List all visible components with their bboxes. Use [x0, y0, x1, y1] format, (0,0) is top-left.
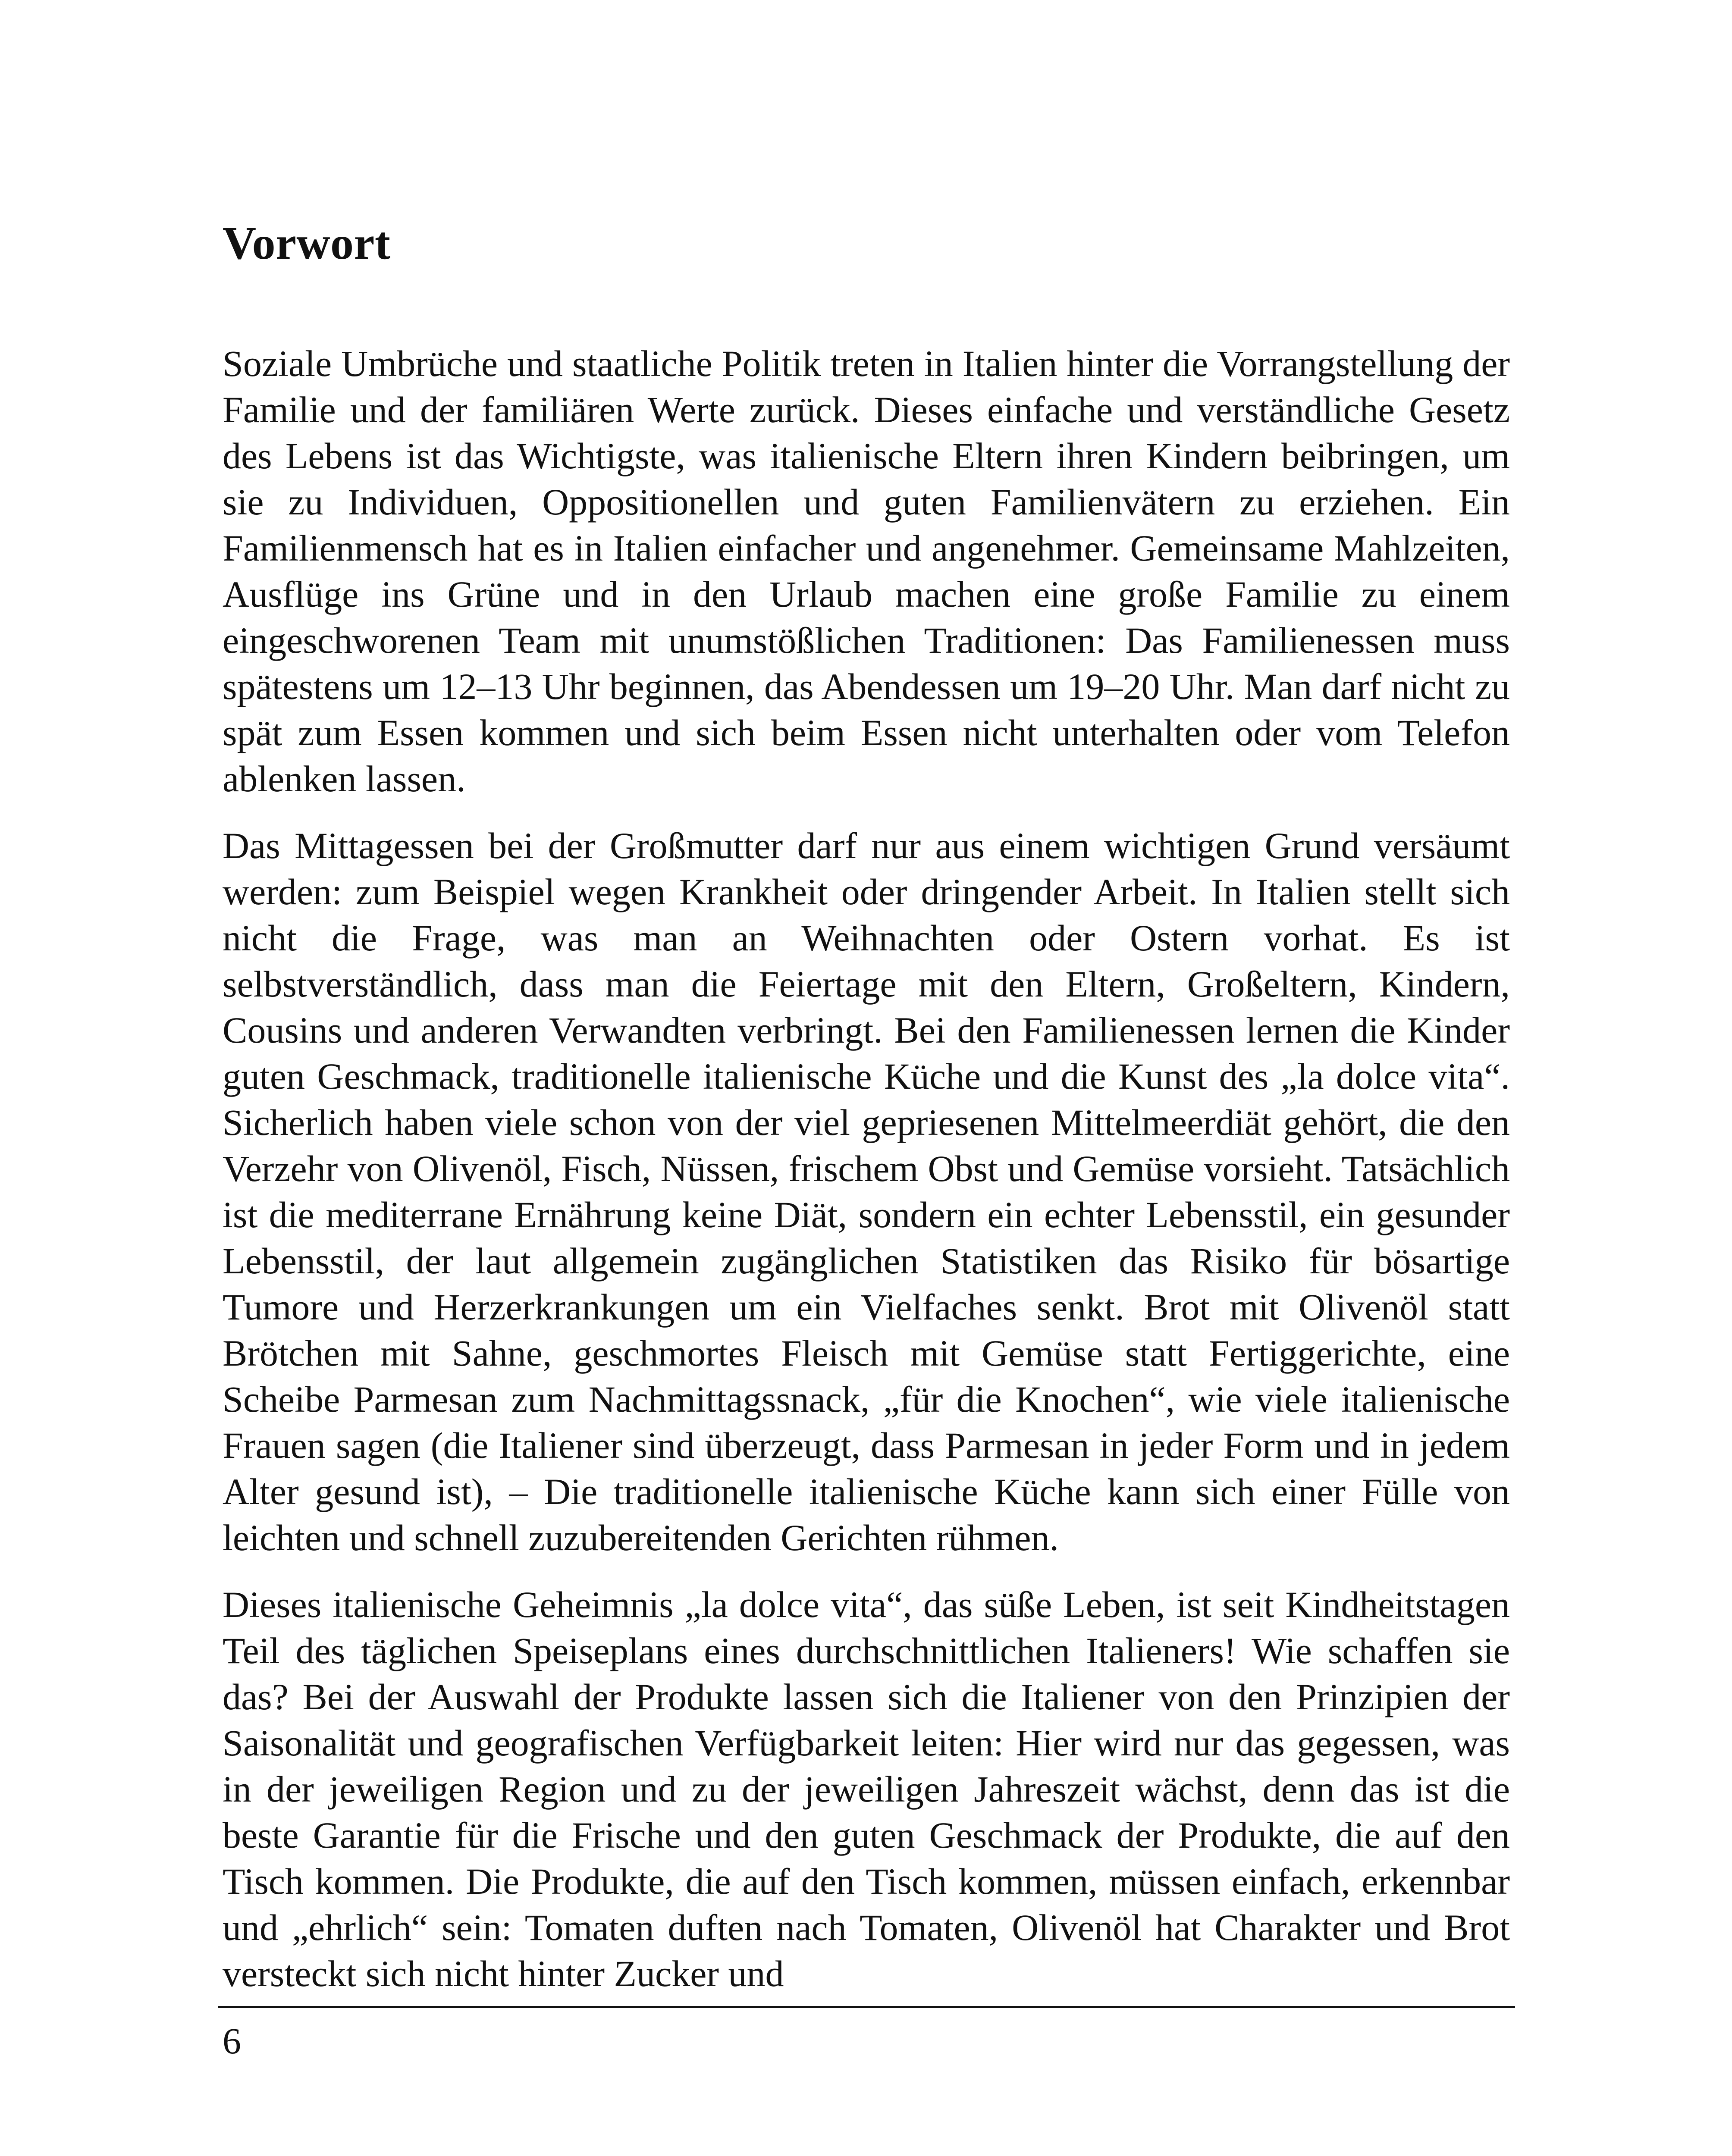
- body-text: [223, 341, 1510, 2018]
- paragraph-1: Soziale Umbrüche und staatliche Politik treten in Italien hinter die Vorrangstellung der Familie und der familiären Werte zurück. Dieses einfache und verständliche Gesetz des Lebens ist das Wichtigste, was italienische Eltern ihren Kindern beibringen, um sie zu Individuen, Oppositionellen und guten Familienvätern zu erziehen. Ein Familienmensch hat es in Italien einfacher und angenehmer. Gemeinsame Mahlzeiten, Ausflüge ins Grüne und in den Urlaub machen eine große Familie zu einem eingeschworenen Team mit unumstößlichen Traditionen: Das Familienessen muss spätestens um 12–13 Uhr beginnen, das Abendessen um 19–20 Uhr. Man darf nicht zu spät zum Essen kommen und sich beim Essen nicht unterhalten oder vom Telefon ablenken lassen.: [223, 343, 1510, 799]
- chapter-heading: Vorwort: [223, 218, 391, 269]
- paragraph-3: Dieses italienische Geheimnis „la dolce vita“, das süße Leben, ist seit Kindheitstagen Teil des täglichen Speiseplans eines durchschnittlichen Italieners! Wie schaffen sie das? Bei der Auswahl der Produkte lassen sich die Italiener von den Prinzipien der Saisonalität und geografischen Verfügbarkeit leiten: Hier wird nur das gegessen, was in der jeweiligen Region und zu der jeweiligen Jahreszeit wächst, denn das ist die beste Garantie für die Frische und den guten Geschmack der Produkte, die auf den Tisch kommen. Die Produkte, die auf den Tisch kommen, müssen einfach, erkennbar und „ehrlich“ sein: Tomaten duften nach Tomaten, Olivenöl hat Charakter und Brot versteckt sich nicht hinter Zucker und: [223, 1584, 1510, 1994]
- page-number: 6: [223, 2020, 241, 2062]
- footer-divider: [218, 2006, 1515, 2008]
- paragraph-2: Das Mittagessen bei der Großmutter darf nur aus einem wichtigen Grund versäumt werden: zum Beispiel wegen Krankheit oder dringender Arbeit. In Italien stellt sich nicht die Frage, was man an Weihnachten oder Ostern vorhat. Es ist selbstverständlich, dass man die Feiertage mit den Eltern, Großeltern, Kindern, Cousins und anderen Verwandten verbringt. Bei den Familienessen lernen die Kinder guten Geschmack, traditionelle italienische Küche und die Kunst des „la dolce vita“. Sicherlich haben viele schon von der viel gepriesenen Mittelmeerdiät gehört, die den Verzehr von Olivenöl, Fisch, Nüssen, frischem Obst und Gemüse vorsieht. Tatsächlich ist die mediterrane Ernährung keine Diät, sondern ein echter Lebensstil, ein gesunder Lebensstil, der laut allgemein zugänglichen Statistiken das Risiko für bösartige Tumore und Herzerkrankungen um ein Vielfaches senkt. Brot mit Olivenöl statt Brötchen mit Sahne, geschmortes Fleisch mit Gemüse statt Fertiggerichte, eine Scheibe Parmesan zum Nachmittagssnack, „für die Knochen“, wie viele italienische Frauen sagen (die Italiener sind überzeugt, dass Parmesan in jeder Form und in jedem Alter gesund ist), – Die traditionelle italienische Küche kann sich einer Fülle von leichten und schnell zuzubereitenden Gerichten rühmen.: [223, 825, 1510, 1558]
